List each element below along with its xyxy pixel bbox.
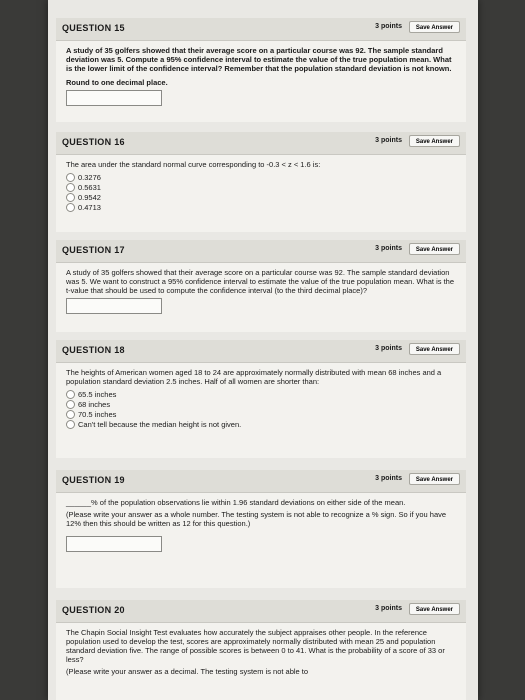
radio-button[interactable]: [66, 400, 75, 409]
question-header: [56, 600, 466, 623]
question-header: [56, 132, 466, 155]
question-note: (Please write your answer as a whole number. The testing system is not able to recognize a % sign. So if you have 12% then this should be written as 12 for this question.): [66, 510, 447, 528]
radio-button[interactable]: [66, 173, 75, 182]
radio-button[interactable]: [66, 183, 75, 192]
radio-button[interactable]: [66, 390, 75, 399]
question-title: QUESTION 17: [62, 245, 125, 255]
question-16: [56, 132, 466, 232]
choice-label: Can't tell because the median height is not given.: [78, 419, 242, 429]
question-title: QUESTION 19: [62, 475, 125, 485]
choice-label: 0.4713: [78, 202, 101, 212]
question-header: [56, 240, 466, 263]
answer-input[interactable]: [66, 536, 162, 552]
question-points: 3 points: [375, 23, 402, 30]
question-title: QUESTION 20: [62, 605, 125, 615]
choice-label: 0.9542: [78, 192, 101, 202]
radio-button[interactable]: [66, 203, 75, 212]
radio-button[interactable]: [66, 410, 75, 419]
question-prompt: A study of 35 golfers showed that their average score on a particular course was 92. The sample standard deviation was 5. Compute a 95% confidence interval to estimate the value of the true population mean. What is the lower limit of the confidence interval? Remember that the population standard deviation is not known.: [66, 46, 452, 73]
question-19: [56, 470, 466, 588]
answer-input[interactable]: [66, 298, 162, 314]
save-answer-button[interactable]: Save Answer: [409, 21, 460, 33]
question-20: [56, 600, 466, 700]
question-prompt: ______% of the population observations lie within 1.96 standard deviations on either side of the mean.: [66, 498, 406, 507]
save-answer-button[interactable]: Save Answer: [409, 603, 460, 615]
question-18: [56, 340, 466, 458]
question-points: 3 points: [375, 475, 402, 482]
choice-option[interactable]: [66, 399, 456, 409]
question-note: (Please write your answer as a decimal. The testing system is not able to: [66, 667, 309, 676]
question-points: 3 points: [375, 137, 402, 144]
question-points: 3 points: [375, 245, 402, 252]
choice-option[interactable]: [66, 192, 456, 202]
choice-option[interactable]: [66, 409, 456, 419]
save-answer-button[interactable]: Save Answer: [409, 135, 460, 147]
question-prompt: The heights of American women aged 18 to 24 are approximately normally distributed with mean 68 inches and a population standard deviation 2.5 inches. Half of all women are shorter than:: [66, 368, 442, 386]
radio-button[interactable]: [66, 193, 75, 202]
choice-option[interactable]: [66, 389, 456, 399]
choice-label: 0.3276: [78, 172, 101, 182]
quiz-page: [48, 0, 478, 700]
radio-button[interactable]: [66, 420, 75, 429]
question-title: QUESTION 18: [62, 345, 125, 355]
choice-option[interactable]: [66, 202, 456, 212]
choice-label: 65.5 inches: [78, 389, 117, 399]
question-note: Round to one decimal place.: [66, 78, 168, 87]
question-prompt: The area under the standard normal curve corresponding to -0.3 < z < 1.6 is:: [66, 160, 321, 169]
choice-label: 68 inches: [78, 399, 111, 409]
question-title: QUESTION 15: [62, 23, 125, 33]
choice-option[interactable]: [66, 419, 456, 429]
question-header: [56, 470, 466, 493]
save-answer-button[interactable]: Save Answer: [409, 473, 460, 485]
answer-input[interactable]: [66, 90, 162, 106]
question-prompt: The Chapin Social Insight Test evaluates how accurately the subject appraises other people. In the reference population used to develop the test, scores are approximately normally distributed with mean 25 and population standard deviation five. The range of possible scores is between 0 to 41. What is the probability of a score of 33 or less?: [66, 628, 445, 664]
choice-option[interactable]: [66, 172, 456, 182]
choice-label: 70.5 inches: [78, 409, 117, 419]
question-prompt: A study of 35 golfers showed that their average score on a particular course was 92. The sample standard deviation was 5. We want to construct a 95% confidence interval to estimate the value of the true population mean. What is the t-value that should be used to compute the confidence interval (to the third decimal place)?: [66, 268, 454, 295]
question-points: 3 points: [375, 345, 402, 352]
question-title: QUESTION 16: [62, 137, 125, 147]
save-answer-button[interactable]: Save Answer: [409, 343, 460, 355]
question-15: [56, 18, 466, 122]
choice-option[interactable]: [66, 182, 456, 192]
question-header: [56, 18, 466, 41]
save-answer-button[interactable]: Save Answer: [409, 243, 460, 255]
question-17: [56, 240, 466, 332]
question-header: [56, 340, 466, 363]
question-points: 3 points: [375, 605, 402, 612]
choice-label: 0.5631: [78, 182, 101, 192]
